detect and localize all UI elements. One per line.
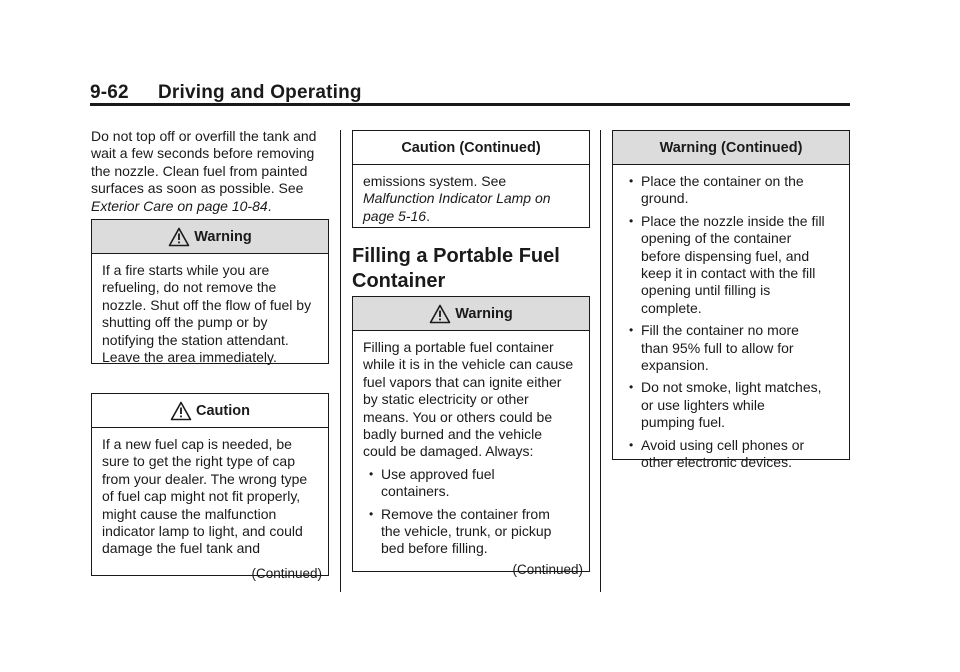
column-divider-2 [600, 130, 601, 592]
warning-triangle-icon [429, 304, 451, 324]
caution-line: from your dealer. The wrong type [102, 470, 308, 487]
warning-line: by static electricity or other [363, 391, 529, 408]
heading-line: Filling a Portable Fuel [352, 245, 560, 267]
caution-line: sure to get the right type of cap [102, 453, 296, 470]
warning-line: could be damaged. Always: [363, 443, 534, 460]
bullet-icon: • [629, 323, 634, 338]
intro-reference: Exterior Care on page 10-84. [91, 197, 272, 214]
caution-continued-box [352, 130, 590, 228]
bullet-icon: • [629, 437, 634, 452]
bullet-icon: • [369, 506, 374, 521]
warning-line: refueling, do not remove the [102, 279, 277, 296]
caution-line: of fuel cap might not fit properly, [102, 488, 301, 505]
warning-line: notifying the station attendant. [102, 331, 289, 348]
warning-continued-box [612, 130, 850, 471]
heading-line: Container [352, 270, 446, 292]
bullet-item: • Remove the container from the vehicle, trunk, or pickup bed before filling. [369, 505, 552, 557]
warning-title: Warning [194, 228, 252, 245]
caution-continued-header [353, 131, 589, 165]
caution-body [92, 428, 328, 564]
warning-box-header [92, 220, 328, 254]
warning-continued-title: Warning (Continued) [659, 139, 803, 156]
malfunction-lamp-link-cont[interactable]: page 5-16. [363, 207, 430, 224]
warning-continued-body [613, 165, 849, 478]
warning-line: If a fire starts while you are [102, 262, 270, 278]
intro-line: surfaces as soon as possible. See [91, 180, 304, 197]
caution-box-fuel-cap [91, 393, 329, 581]
caution-triangle-icon [170, 401, 192, 421]
warning-bullet-list [623, 173, 839, 472]
caution-line: If a new fuel cap is needed, be [102, 436, 292, 452]
warning-line: means. You or others could be [363, 408, 553, 425]
intro-line: the nozzle. Clean fuel from painted [91, 162, 308, 179]
warning-line: while it is in the vehicle can cause [363, 356, 574, 373]
bullet-item: • Do not smoke, light matches, or use lighters while pumping fuel. [629, 379, 822, 431]
caution-title: Caution [196, 402, 250, 419]
warning-body [353, 331, 589, 560]
bullet-icon: • [629, 380, 634, 395]
warning-triangle-icon [168, 227, 190, 247]
page-number: 9-62 [90, 82, 129, 103]
warning-line: fuel vapors that can ignite either [363, 373, 562, 390]
warning-line: badly burned and the vehicle [363, 426, 543, 443]
bullet-item: • Avoid using cell phones or other electronic devices. [629, 436, 805, 471]
warning-box-portable-fuel [352, 296, 590, 577]
caution-box-header [92, 394, 328, 428]
warning-box-header [353, 297, 589, 331]
section-heading [352, 244, 592, 294]
warning-line: nozzle. Shut off the flow of fuel by [102, 296, 312, 313]
intro-line: wait a few seconds before removing [91, 145, 315, 162]
malfunction-lamp-link[interactable]: Malfunction Indicator Lamp on [363, 190, 551, 207]
bullet-icon: • [629, 213, 634, 228]
caution-line: indicator lamp to light, and could [102, 523, 303, 540]
bullet-item: • Fill the container no more than 95% full to allow for expansion. [629, 322, 799, 374]
section-title: Driving and Operating [158, 82, 362, 103]
warning-bullet-list [363, 466, 579, 558]
bullet-item: • Place the container on the ground. [629, 173, 804, 207]
caution-line: emissions system. See [363, 173, 507, 189]
intro-paragraph [91, 128, 336, 215]
bullet-icon: • [629, 174, 634, 188]
warning-body [92, 254, 328, 372]
bullet-icon: • [369, 466, 374, 481]
intro-line: Do not top off or overfill the tank and [91, 128, 317, 144]
exterior-care-link[interactable]: Exterior Care on page 10-84 [91, 197, 268, 214]
caution-continued-title: Caution (Continued) [401, 139, 541, 156]
bullet-item: • Use approved fuel containers. [369, 465, 495, 500]
warning-title: Warning [455, 305, 513, 322]
caution-continued-body [353, 165, 589, 231]
bullet-item: • Place the nozzle inside the fill opening of the container before dispensing fuel, and keep it in contact with the fill opening until filling is complete. [629, 212, 825, 316]
header-rule [90, 103, 850, 106]
warning-continued-header [613, 131, 849, 165]
warning-line: Filling a portable fuel container [363, 339, 554, 355]
caution-line: might cause the malfunction [102, 505, 277, 522]
caution-line: damage the fuel tank and [102, 540, 261, 557]
column-divider-1 [340, 130, 341, 592]
continued-label: (Continued) [512, 561, 583, 577]
warning-line: Leave the area immediately. [102, 349, 277, 366]
warning-box-fire [91, 219, 329, 364]
continued-label: (Continued) [251, 565, 322, 581]
warning-line: shutting off the pump or by [102, 314, 268, 331]
